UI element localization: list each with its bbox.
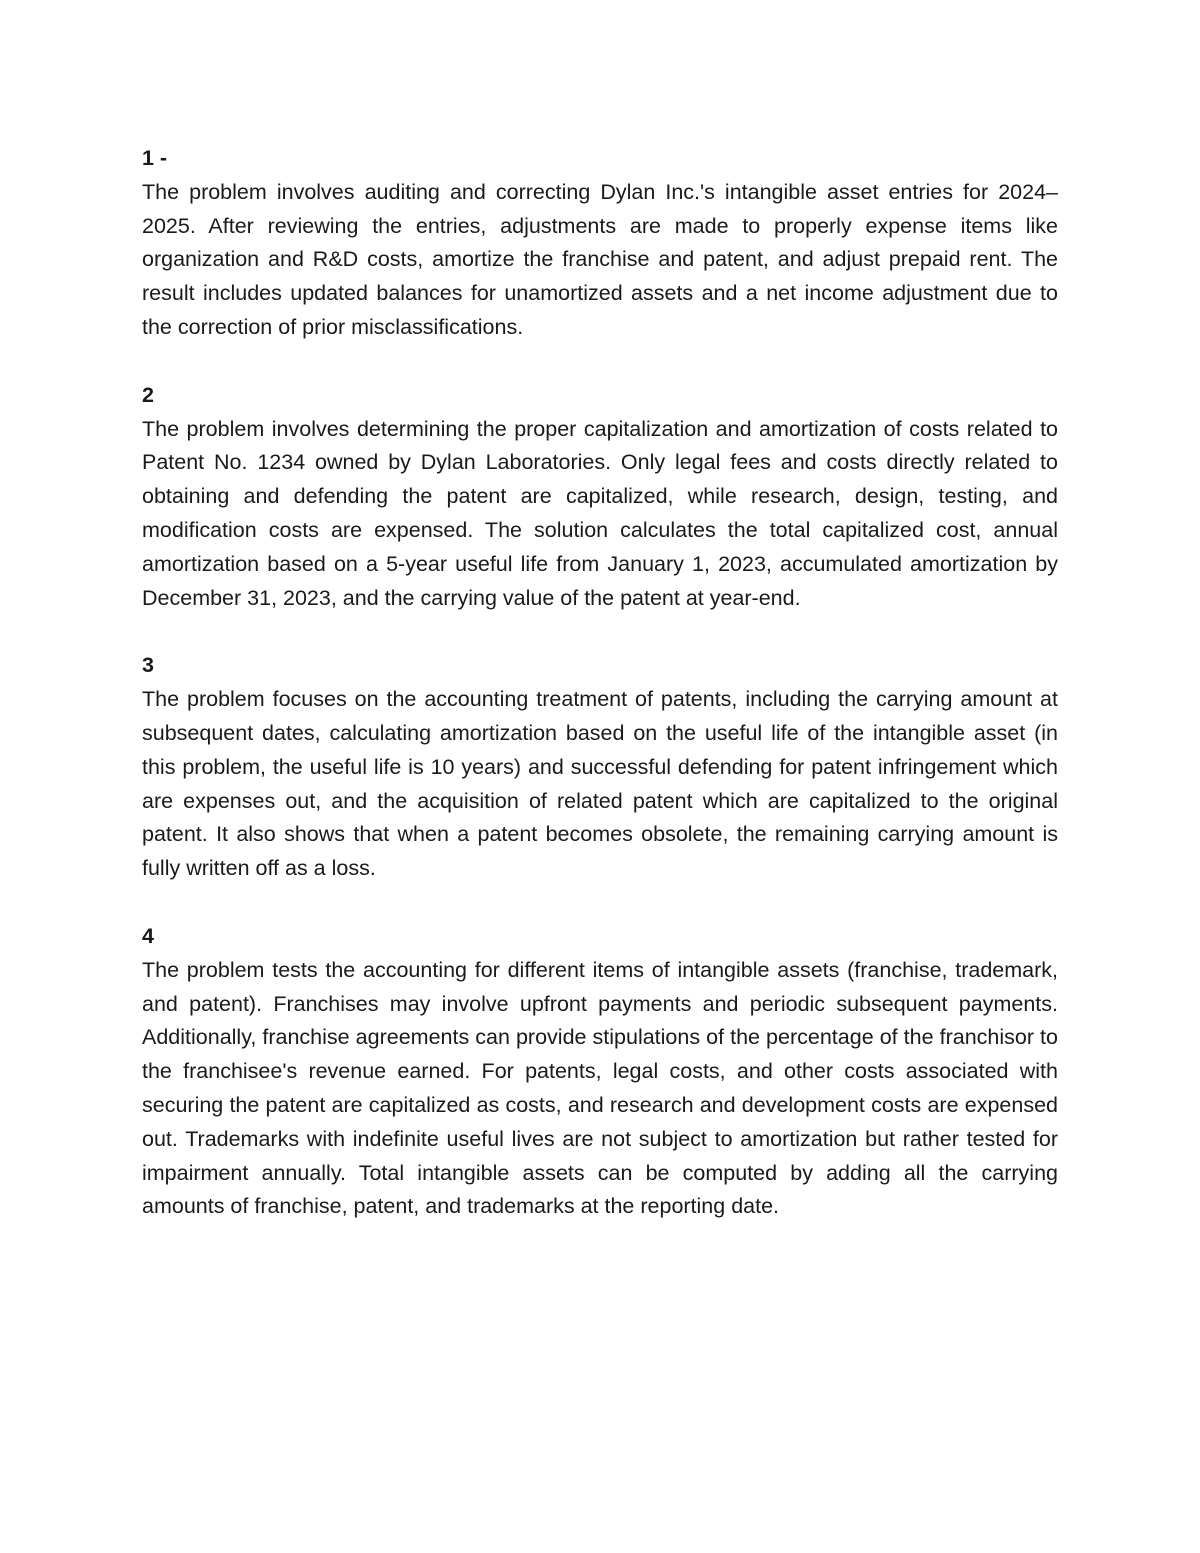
section-paragraph: The problem involves auditing and correcting Dylan Inc.'s intangible asset entries for 2024–2025. After reviewing the entries, adjustments are made to properly expense items like organization and R&D costs, amortize the franchise and patent, and adjust prepaid rent. The result includes updated balances for unamortized assets and a net income adjustment due to the correction of prior misclassifications.	[142, 179, 1058, 339]
section-paragraph: The problem involves determining the proper capitalization and amortization of costs related to Patent No. 1234 owned by Dylan Laboratories. Only legal fees and costs directly related to obtaining and defending the patent are capitalized, while research, design, testing, and modification costs are expensed. The solution calculates the total capitalized cost, annual amortization based on a 5-year useful life from January 1, 2023, accumulated amortization by December 31, 2023, and the carrying value of the patent at year-end.	[142, 416, 1058, 610]
section-number: 2	[142, 382, 154, 407]
document-body	[142, 142, 1058, 1258]
section-paragraph: The problem tests the accounting for different items of intangible assets (franchise, trademark, and patent). Franchises may involve upfront payments and periodic subsequent payments. Additionally, franchise agreements can provide stipulations of the percentage of the franchisor to the franchisee's revenue earned. For patents, legal costs, and other costs associated with securing the patent are capitalized as costs, and research and development costs are expensed out. Trademarks with indefinite useful lives are not subject to amortization but rather tested for impairment annually. Total intangible assets can be computed by adding all the carrying amounts of franchise, patent, and trademarks at the reporting date.	[142, 957, 1058, 1219]
section-number: 4	[142, 923, 154, 948]
section-4	[142, 920, 1058, 1224]
section-2	[142, 379, 1058, 616]
section-paragraph: The problem focuses on the accounting treatment of patents, including the carrying amount at subsequent dates, calculating amortization based on the useful life of the intangible asset (in this problem, the useful life is 10 years) and successful defending for patent infringement which are expenses out, and the acquisition of related patent which are capitalized to the original patent. It also shows that when a patent becomes obsolete, the remaining carrying amount is fully written off as a loss.	[142, 687, 1058, 881]
section-number: 1 -	[142, 146, 168, 170]
section-1	[142, 142, 1058, 345]
section-3	[142, 649, 1058, 886]
section-number: 3	[142, 653, 154, 678]
